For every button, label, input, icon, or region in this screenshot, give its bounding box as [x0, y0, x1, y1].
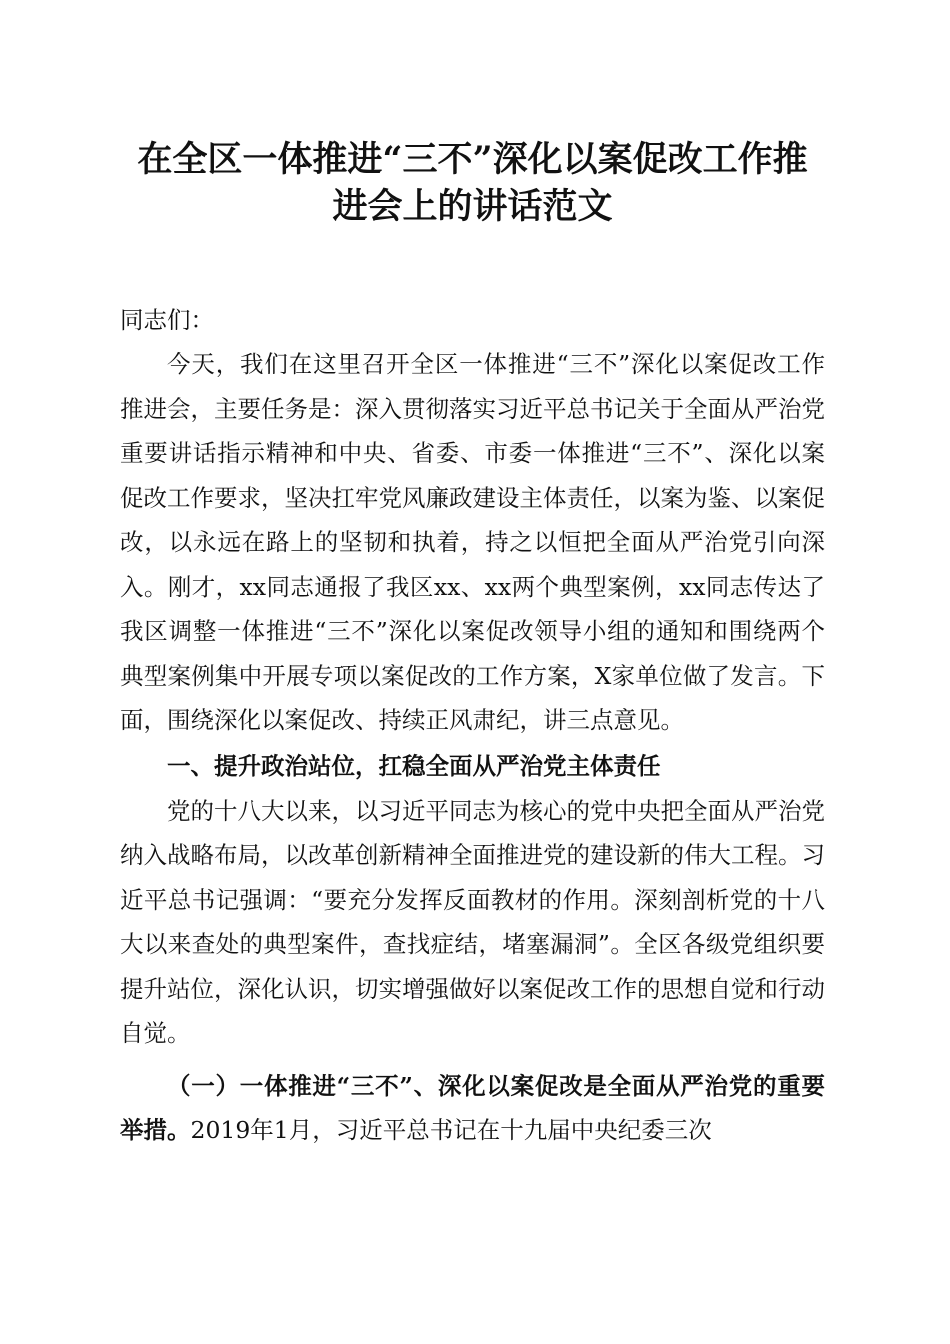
greeting: 同志们：: [120, 306, 214, 334]
document-title: [120, 136, 825, 230]
document-page: [120, 0, 825, 1153]
intro-paragraph: 今天，我们在这里召开全区一体推进“三不”深化以案促改工作推进会，主要任务是：深入贯彻落实习近平总书记关于全面从严治党重要讲话指示精神和中央、省委、市委一体推进“三不”、深化以案促改工作要求，坚决扛牢党风廉政建设主体责任，以案为鉴、以案促改，以永远在路上的坚韧和执着，持之以恒把全面从严治党引向深入。刚才，xx同志通报了我区xx、xx两个典型案例，xx同志传达了我区调整一体推进“三不”深化以案促改领导小组的通知和围绕两个典型案例集中开展专项以案促改的工作方案，X家单位做了发言。下面，围绕深化以案促改、持续正风肃纪，讲三点意见。: [120, 350, 825, 734]
section-1-paragraph: 党的十八大以来，以习近平同志为核心的党中央把全面从严治党纳入战略布局，以改革创新精神全面推进党的建设新的伟大工程。习近平总书记强调：“要充分发挥反面教材的作用。深刻剖析党的十八大以来查处的典型案件，查找症结，堵塞漏洞”。全区各级党组织要提升站位，深化认识，切实增强做好以案促改工作的思想自觉和行动自觉。: [120, 796, 825, 1047]
paragraph-gap: [120, 1056, 825, 1064]
title-line-1: 在全区一体推进“三不”深化以案促改工作推: [137, 139, 808, 180]
section-1-heading: 一、提升政治站位，扛稳全面从严治党主体责任: [167, 751, 661, 780]
title-line-2: 进会上的讲话范文: [332, 186, 613, 227]
subsection-1-paragraph: [120, 1064, 825, 1153]
subsection-1-text: 2019年1月，习近平总书记在十九届中央纪委三次: [190, 1116, 712, 1144]
subsection-1-heading: （一）一体推进“三不”、深化以案促改是全面从严治党的重要举措。: [120, 1071, 825, 1144]
